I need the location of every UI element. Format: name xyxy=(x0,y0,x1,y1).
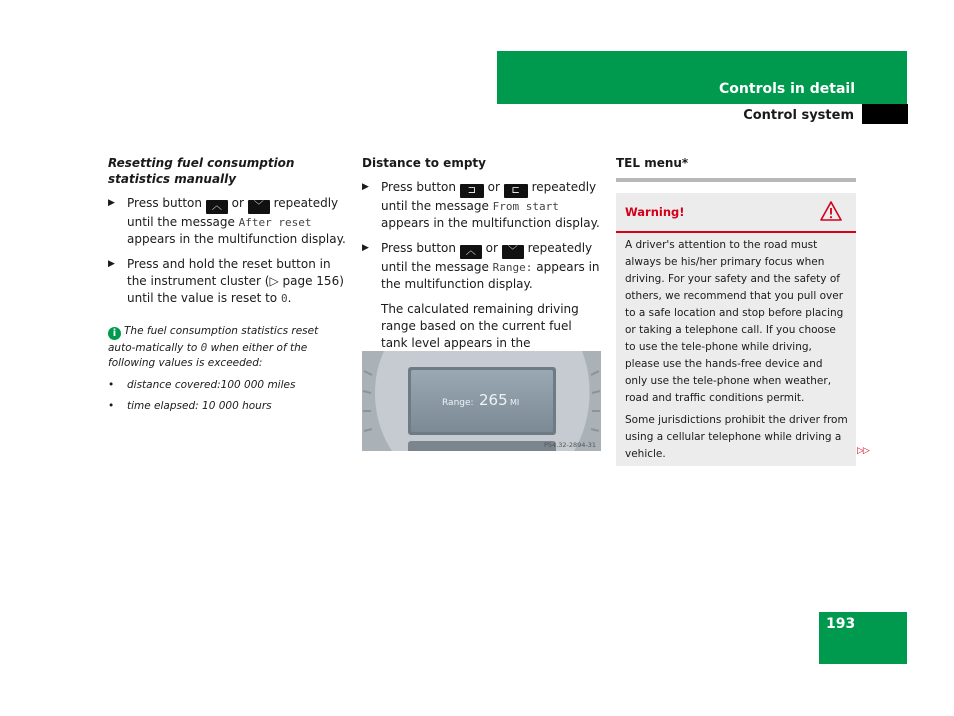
step-text: page 156) until the value is reset to xyxy=(127,274,344,305)
step-text: or xyxy=(231,196,244,210)
step-text: . xyxy=(287,291,292,305)
info-note xyxy=(108,324,346,371)
back-button-icon: ⊐ xyxy=(460,184,484,198)
display-range-label: Range: xyxy=(442,398,474,408)
note-text: when either of the following values is exceeded: xyxy=(108,342,308,369)
step-text: Press button xyxy=(127,196,202,210)
step-text: appears in the multifunction display. xyxy=(127,232,346,246)
list-item xyxy=(108,400,346,413)
bullet-text: time elapsed: 10 000 hours xyxy=(127,400,272,412)
chapter-title: Controls in detail xyxy=(719,81,855,97)
reset-fuel-heading: Resetting fuel consumption statistics manually xyxy=(108,156,295,186)
warning-triangle-icon xyxy=(820,201,842,221)
list-item xyxy=(108,379,346,392)
header-banner xyxy=(497,51,907,104)
step-arrow-icon: ▶ xyxy=(108,198,115,208)
step-text: repeatedly until the message xyxy=(381,180,597,213)
multifunction-display-image xyxy=(362,351,601,451)
display-range-value: 265 xyxy=(479,391,508,409)
tel-menu-heading: TEL menu* xyxy=(616,156,689,170)
range-paragraph: The calculated remaining driving range based on the current fuel tank level appears in the xyxy=(381,302,579,350)
reset-button-icon: ⊏ xyxy=(504,184,528,198)
step-text: Press button xyxy=(381,180,456,194)
section-tab xyxy=(862,104,908,124)
step-item xyxy=(362,179,602,232)
warning-box xyxy=(616,193,856,466)
page-ref-icon: ▷ xyxy=(269,274,279,288)
column-distance-to-empty xyxy=(362,155,602,369)
step-text: or xyxy=(485,241,498,255)
warning-paragraph: A driver's attention to the road must always be his/her primary focus when driving. For your safety and the safety of others, we recommend that you pull over to a safe location and stop before placing or taking a telephone call. If you choose to use the tele-phone while driving, please use the hands-free device and only use the tele-phone when weather, road and traffic conditions permit. xyxy=(625,239,844,404)
bullet-icon: • xyxy=(108,379,115,391)
display-value: 0 xyxy=(280,292,288,305)
step-text: Press and hold the reset button in the instrument cluster ( xyxy=(127,257,331,288)
display-message: Range: xyxy=(492,261,533,274)
page-number: 193 xyxy=(826,616,856,632)
warning-paragraph: Some jurisdictions prohibit the driver from using a cellular telephone while driving a vehicle. xyxy=(625,414,848,460)
info-icon: i xyxy=(108,327,121,340)
step-arrow-icon: ▶ xyxy=(362,243,369,253)
step-text: Press button xyxy=(381,241,456,255)
step-item xyxy=(362,240,602,293)
note-value: 0 xyxy=(200,341,208,354)
note-text: The fuel consumption statistics reset auto-matically to xyxy=(108,325,319,354)
continue-arrow-icon: ▷▷ xyxy=(857,446,869,456)
heading-divider xyxy=(616,178,856,182)
distance-heading: Distance to empty xyxy=(362,156,486,170)
section-title: Control system xyxy=(743,108,854,123)
column-tel-menu xyxy=(616,155,856,182)
image-id-label: P54.32-2894-31 xyxy=(544,441,597,449)
page-number-block xyxy=(819,612,907,664)
display-range-unit: MI xyxy=(510,398,520,407)
up-arrow-button-icon: ︿ xyxy=(206,200,228,214)
step-text: or xyxy=(487,180,500,194)
bullet-icon: • xyxy=(108,400,115,412)
display-message: From start xyxy=(492,200,559,213)
up-arrow-button-icon: ︿ xyxy=(460,245,482,259)
step-item xyxy=(108,195,346,248)
warning-header xyxy=(616,193,856,233)
step-text: appears in the multifunction display. xyxy=(381,216,600,230)
bullet-text: distance covered:100 000 miles xyxy=(127,379,296,391)
step-text: appears in the multifunction display. xyxy=(381,260,600,291)
down-arrow-button-icon: ﹀ xyxy=(248,200,270,214)
step-arrow-icon: ▶ xyxy=(362,182,369,192)
warning-body xyxy=(616,233,856,463)
warning-label: Warning! xyxy=(625,205,685,219)
display-message: After reset xyxy=(238,216,312,229)
down-arrow-button-icon: ﹀ xyxy=(502,245,524,259)
step-text: repeatedly until the message xyxy=(381,241,593,274)
step-arrow-icon: ▶ xyxy=(108,259,115,269)
column-reset-fuel xyxy=(108,155,346,413)
step-text: repeatedly until the message xyxy=(127,196,339,229)
step-item xyxy=(108,256,346,307)
